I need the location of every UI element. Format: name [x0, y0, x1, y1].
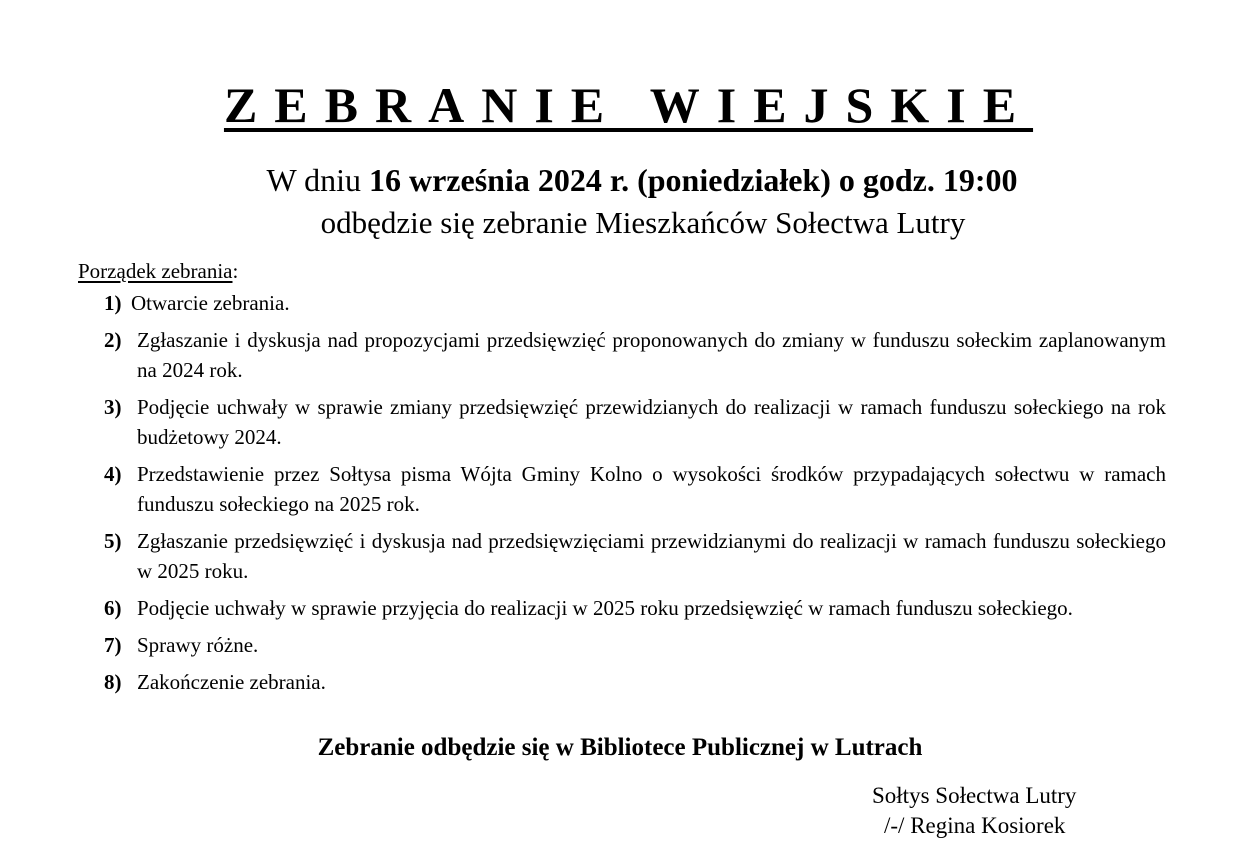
- agenda-item-text: Przedstawienie przez Sołtysa pisma Wójta Gminy Kolno o wysokości środków przypadających sołectwu w ramach funduszu sołeckiego na 2025 rok.: [137, 462, 1166, 516]
- agenda-item: [104, 526, 1166, 586]
- agenda-item-number: 7): [104, 633, 122, 657]
- agenda-heading-colon: :: [232, 259, 239, 283]
- agenda-heading: [78, 259, 238, 284]
- agenda-item-text: Zakończenie zebrania.: [137, 670, 326, 694]
- agenda-item-number: 4): [104, 462, 122, 486]
- agenda-item: [104, 630, 1166, 660]
- agenda-item: [104, 667, 1166, 697]
- notice-title-text: ZEBRANIE WIEJSKIE: [223, 77, 1034, 133]
- agenda-item: [104, 392, 1166, 452]
- agenda-item-number: 6): [104, 596, 122, 620]
- date-prefix: W dniu: [266, 162, 369, 198]
- agenda-item: [104, 288, 1166, 318]
- meeting-date-line: [0, 162, 1240, 199]
- notice-title: [0, 76, 1240, 134]
- signature-name: /-/ Regina Kosiorek: [884, 813, 1066, 838]
- agenda-item-number: 8): [104, 670, 122, 694]
- agenda-item: [104, 325, 1166, 385]
- agenda-heading-text: Porządek zebrania: [78, 259, 233, 283]
- agenda-item-text: Sprawy różne.: [137, 633, 259, 657]
- agenda-item-number: 3): [104, 395, 122, 419]
- signature-title: Sołtys Sołectwa Lutry: [872, 783, 1077, 808]
- meeting-venue: Zebranie odbędzie się w Bibliotece Publicznej w Lutrach: [317, 734, 923, 761]
- agenda-item-text: Otwarcie zebrania.: [131, 291, 290, 315]
- agenda-item-number: 2): [104, 328, 122, 352]
- meeting-time: 19:00: [942, 162, 1018, 198]
- agenda-item-number: 5): [104, 529, 122, 553]
- agenda-item-number: 1): [104, 291, 122, 315]
- agenda-item: [104, 593, 1166, 623]
- meeting-date: 16 września 2024 r. (poniedziałek) o godz.: [368, 162, 943, 198]
- meeting-description: odbędzie się zebranie Mieszkańców Sołectwa Lutry: [320, 205, 966, 240]
- agenda-item-text: Podjęcie uchwały w sprawie przyjęcia do realizacji w 2025 roku przedsięwzięć w ramach funduszu sołeckiego.: [137, 596, 1073, 620]
- agenda-list: [104, 288, 1166, 704]
- agenda-item-text: Podjęcie uchwały w sprawie zmiany przedsięwzięć przewidzianych do realizacji w ramach funduszu sołeckiego na rok budżetowy 2024.: [137, 395, 1166, 449]
- agenda-item-text: Zgłaszanie przedsięwzięć i dyskusja nad przedsięwzięciami przewidzianymi do realizacji w ramach funduszu sołeckiego w 2025 roku.: [137, 529, 1166, 583]
- agenda-item: [104, 459, 1166, 519]
- agenda-item-text: Zgłaszanie i dyskusja nad propozycjami przedsięwzięć proponowanych do zmiany w funduszu sołeckim zaplanowanym na 2024 rok.: [137, 328, 1166, 382]
